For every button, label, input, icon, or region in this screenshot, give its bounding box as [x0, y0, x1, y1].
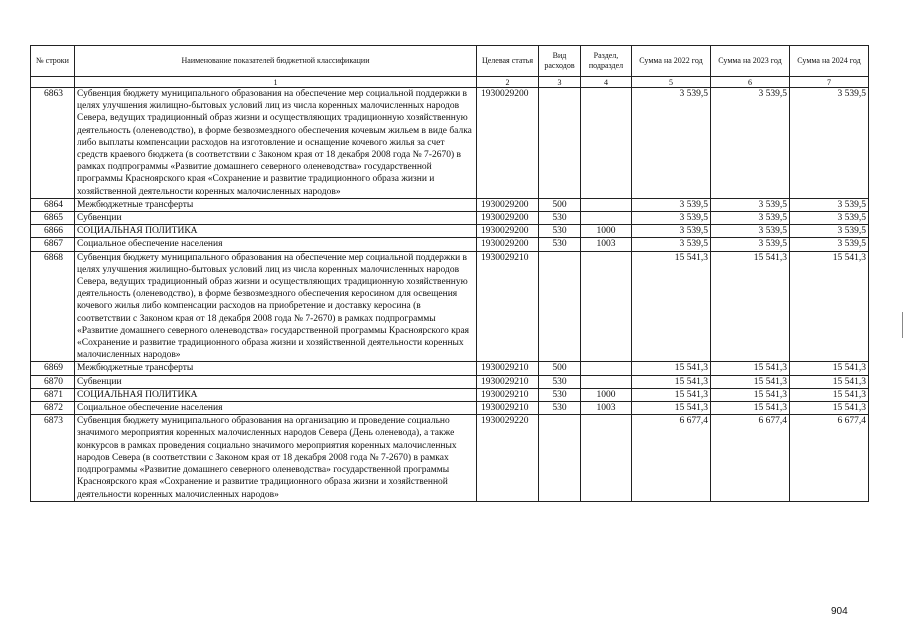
header-sum-2022: Сумма на 2022 год: [632, 46, 711, 77]
row-expense-type: 530: [539, 402, 581, 415]
row-section: 1003: [581, 402, 632, 415]
column-number: 6: [711, 77, 790, 88]
row-target-article: 1930029210: [477, 362, 539, 375]
row-sum-2024: 3 539,5: [790, 88, 869, 199]
row-sum-2023: 15 541,3: [711, 402, 790, 415]
row-name: Субвенция бюджету муниципального образования на организацию и проведение социально значимого мероприятия коренных малочисленных народов Севера (День оленевода), а также конкурсов в рамках проведения социально значимого мероприятия коренных малочисленных народов Севера (в соответствии с Законом края от 18 декабря 2008 года № 7-2670) в рамках подпрограммы «Развитие домашнего северного оленеводства» государственной программы Красноярского края «Сохранение и развитие традиционного образа жизни и хозяйственной деятельности коренных малочисленных народов»: [75, 415, 477, 501]
row-name: Межбюджетные трансферты: [75, 198, 477, 211]
row-sum-2022: 6 677,4: [632, 415, 711, 501]
row-target-article: 1930029200: [477, 225, 539, 238]
row-target-article: 1930029210: [477, 402, 539, 415]
row-number: 6873: [31, 415, 75, 501]
scan-margin-mark: [902, 312, 903, 338]
row-section: [581, 88, 632, 199]
row-number: 6871: [31, 388, 75, 401]
row-name: СОЦИАЛЬНАЯ ПОЛИТИКА: [75, 388, 477, 401]
row-number: 6864: [31, 198, 75, 211]
row-sum-2022: 15 541,3: [632, 251, 711, 362]
row-sum-2022: 3 539,5: [632, 198, 711, 211]
column-number: 4: [581, 77, 632, 88]
header-row: [31, 46, 869, 77]
column-number-row: [31, 77, 869, 88]
header-target-article: Целевая статья: [477, 46, 539, 77]
row-name: Субвенции: [75, 375, 477, 388]
row-expense-type: [539, 251, 581, 362]
row-sum-2023: 3 539,5: [711, 88, 790, 199]
row-target-article: 1930029200: [477, 88, 539, 199]
row-sum-2024: 15 541,3: [790, 402, 869, 415]
row-number: 6866: [31, 225, 75, 238]
row-sum-2024: 3 539,5: [790, 238, 869, 251]
row-name: Социальное обеспечение населения: [75, 238, 477, 251]
row-expense-type: 530: [539, 375, 581, 388]
header-section: Раздел, подраздел: [581, 46, 632, 77]
column-number: 5: [632, 77, 711, 88]
header-expense-type: Вид расходов: [539, 46, 581, 77]
row-sum-2022: 3 539,5: [632, 88, 711, 199]
row-sum-2024: 15 541,3: [790, 375, 869, 388]
row-section: [581, 198, 632, 211]
row-section: [581, 362, 632, 375]
table-row: [31, 212, 869, 225]
row-sum-2024: 15 541,3: [790, 362, 869, 375]
budget-table: [30, 45, 869, 502]
row-sum-2024: 3 539,5: [790, 225, 869, 238]
row-section: 1000: [581, 225, 632, 238]
table-row: [31, 375, 869, 388]
row-sum-2023: 15 541,3: [711, 251, 790, 362]
row-target-article: 1930029200: [477, 212, 539, 225]
row-section: [581, 251, 632, 362]
row-number: 6867: [31, 238, 75, 251]
table-row: [31, 362, 869, 375]
row-sum-2022: 15 541,3: [632, 362, 711, 375]
row-sum-2024: 15 541,3: [790, 251, 869, 362]
row-sum-2024: 3 539,5: [790, 212, 869, 225]
table-row: [31, 251, 869, 362]
table-row: [31, 238, 869, 251]
column-number: 3: [539, 77, 581, 88]
header-row-number: № строки: [31, 46, 75, 77]
table-row: [31, 415, 869, 501]
row-number: 6872: [31, 402, 75, 415]
header-name: Наименование показателей бюджетной классификации: [75, 46, 477, 77]
row-name: Межбюджетные трансферты: [75, 362, 477, 375]
table-row: [31, 388, 869, 401]
row-name: Субвенции: [75, 212, 477, 225]
row-target-article: 1930029220: [477, 415, 539, 501]
row-expense-type: [539, 88, 581, 199]
row-sum-2023: 15 541,3: [711, 388, 790, 401]
row-sum-2023: 6 677,4: [711, 415, 790, 501]
row-section: [581, 415, 632, 501]
row-sum-2022: 3 539,5: [632, 225, 711, 238]
row-sum-2023: 3 539,5: [711, 238, 790, 251]
column-number: [31, 77, 75, 88]
page-number: 904: [831, 606, 848, 617]
row-section: 1000: [581, 388, 632, 401]
table-row: [31, 88, 869, 199]
row-section: [581, 212, 632, 225]
row-sum-2024: 3 539,5: [790, 198, 869, 211]
row-number: 6868: [31, 251, 75, 362]
column-number: 7: [790, 77, 869, 88]
row-sum-2023: 15 541,3: [711, 375, 790, 388]
row-expense-type: 530: [539, 225, 581, 238]
row-target-article: 1930029210: [477, 388, 539, 401]
row-expense-type: [539, 415, 581, 501]
row-expense-type: 530: [539, 388, 581, 401]
row-expense-type: 530: [539, 238, 581, 251]
table-row: [31, 198, 869, 211]
row-name: Субвенция бюджету муниципального образования на обеспечение мер социальной поддержки в целях улучшения жилищно-бытовых условий лиц из числа коренных малочисленных народов Севера, ведущих традиционный образ жизни и осуществляющих традиционную хозяйственную деятельность (оленеводство), в форме безвозмездного обеспечения кочевым жильем в виде балка либо выплаты компенсации расходов на изготовление и оснащение кочевого жилья за счет средств краевого бюджета (в соответствии с Законом края от 18 декабря 2008 года № 7-2670) в рамках подпрограммы «Развитие домашнего северного оленеводства» государственной программы Красноярского края «Сохранение и развитие традиционного образа жизни и хозяйственной деятельности коренных малочисленных народов»: [75, 88, 477, 199]
row-sum-2023: 3 539,5: [711, 212, 790, 225]
header-sum-2023: Сумма на 2023 год: [711, 46, 790, 77]
row-name: Субвенция бюджету муниципального образования на обеспечение мер социальной поддержки в целях улучшения жилищно-бытовых условий лиц из числа коренных малочисленных народов Севера, ведущих традиционный образ жизни и осуществляющих традиционную хозяйственную деятельность (оленеводство), в форме безвозмездного обеспечения керосином для освещения кочевого жилья либо компенсации расходов на приобретение и доставку керосина (в соответствии с Законом края от 18 декабря 2008 года № 7-2670) в рамках подпрограммы «Развитие домашнего северного оленеводства» государственной программы Красноярского края «Сохранение и развитие традиционного образа жизни и хозяйственной деятельности коренных малочисленных народов»: [75, 251, 477, 362]
row-name: СОЦИАЛЬНАЯ ПОЛИТИКА: [75, 225, 477, 238]
row-expense-type: 500: [539, 198, 581, 211]
row-section: [581, 375, 632, 388]
row-target-article: 1930029210: [477, 251, 539, 362]
table-row: [31, 402, 869, 415]
table-row: [31, 225, 869, 238]
row-sum-2023: 3 539,5: [711, 198, 790, 211]
column-number: 2: [477, 77, 539, 88]
row-sum-2022: 15 541,3: [632, 375, 711, 388]
column-number: 1: [75, 77, 477, 88]
row-number: 6863: [31, 88, 75, 199]
row-number: 6869: [31, 362, 75, 375]
row-sum-2024: 6 677,4: [790, 415, 869, 501]
row-sum-2023: 3 539,5: [711, 225, 790, 238]
row-name: Социальное обеспечение населения: [75, 402, 477, 415]
row-number: 6865: [31, 212, 75, 225]
row-sum-2022: 3 539,5: [632, 238, 711, 251]
row-expense-type: 530: [539, 212, 581, 225]
row-sum-2022: 15 541,3: [632, 402, 711, 415]
row-target-article: 1930029210: [477, 375, 539, 388]
row-sum-2024: 15 541,3: [790, 388, 869, 401]
header-sum-2024: Сумма на 2024 год: [790, 46, 869, 77]
row-sum-2022: 3 539,5: [632, 212, 711, 225]
row-number: 6870: [31, 375, 75, 388]
row-sum-2022: 15 541,3: [632, 388, 711, 401]
row-sum-2023: 15 541,3: [711, 362, 790, 375]
row-expense-type: 500: [539, 362, 581, 375]
row-target-article: 1930029200: [477, 238, 539, 251]
row-target-article: 1930029200: [477, 198, 539, 211]
row-section: 1003: [581, 238, 632, 251]
